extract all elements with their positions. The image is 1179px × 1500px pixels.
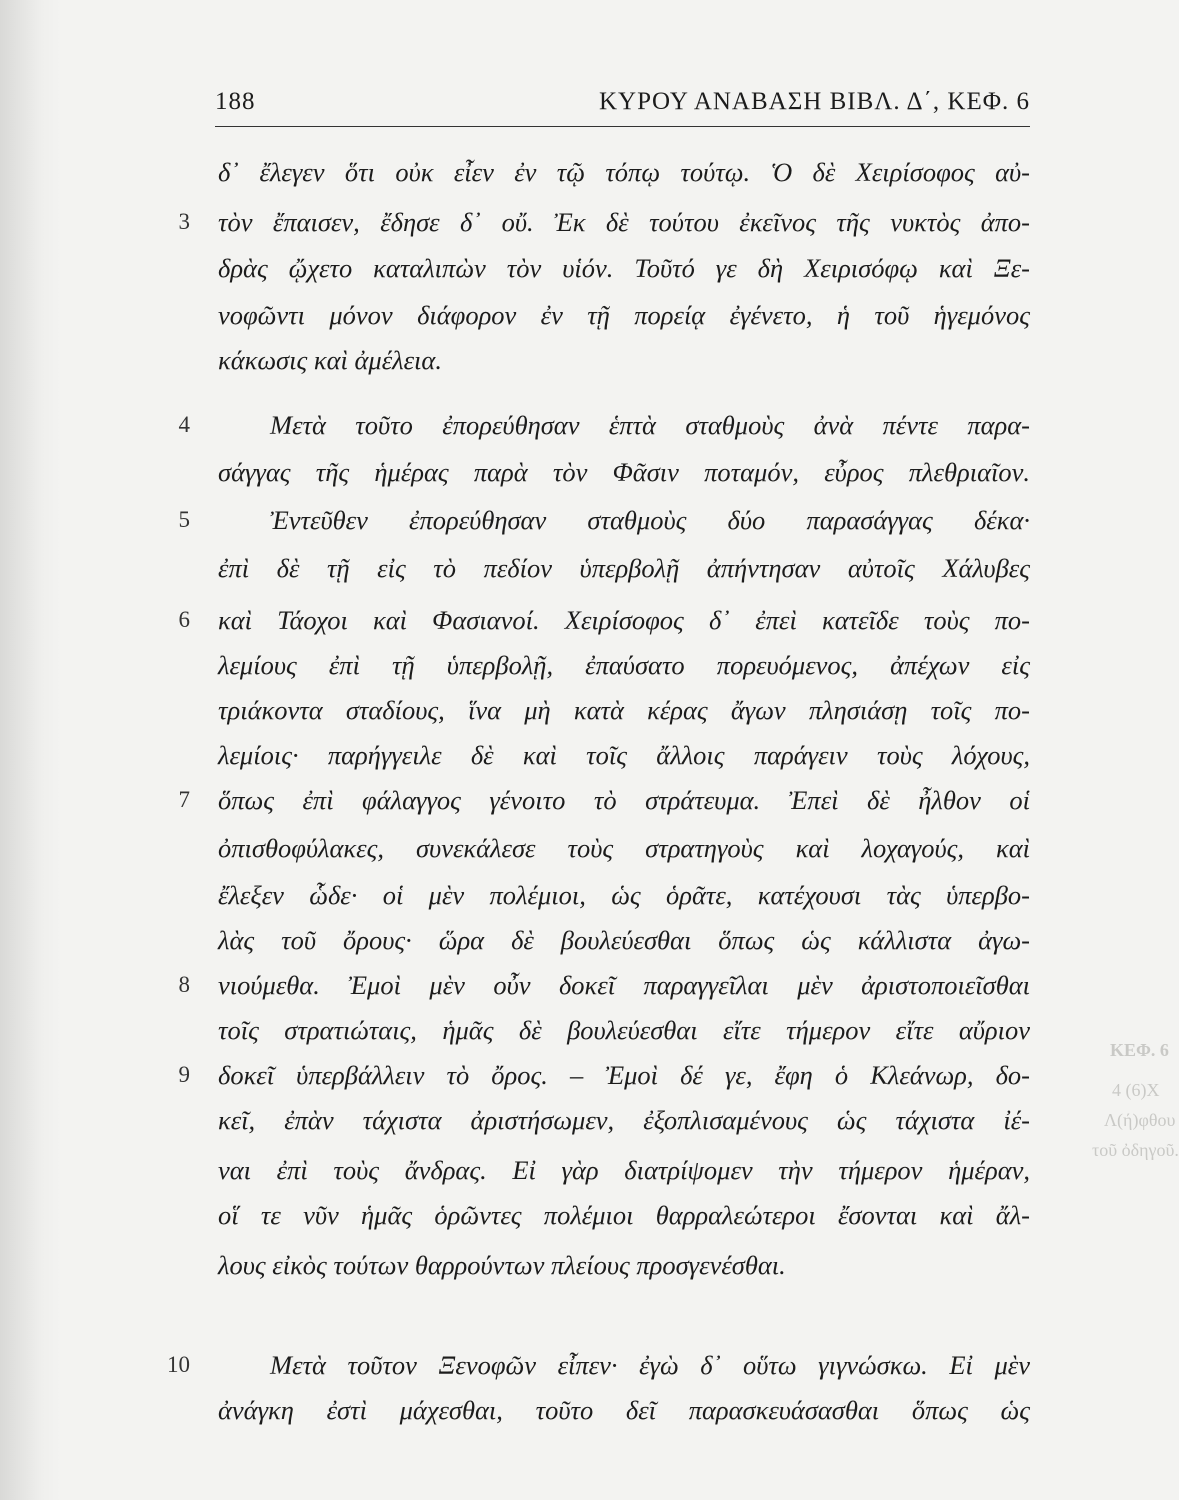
text-line: Μετὰ τοῦτον Ξενοφῶν εἶπεν· ἐγὼ δ᾿ οὕτω γιγνώσκω. Εἰ μὲν: [270, 1350, 1030, 1380]
show-through-text: τοῦ ὀδηγοῦ.: [1092, 1140, 1179, 1160]
text-line: λεμίοις· παρήγγειλε δὲ καὶ τοῖς ἄλλοις παράγειν τοὺς λόχους,: [218, 740, 1030, 770]
text-line: δ᾿ ἔλεγεν ὅτι οὐκ εἶεν ἐν τῷ τόπῳ τούτῳ. Ὁ δὲ Χειρίσοφος αὐ-: [218, 157, 1030, 187]
text-line: δρὰς ᾤχετο καταλιπὼν τὸν υἱόν. Τοῦτό γε δὴ Χειρισόφῳ καὶ Ξε-: [218, 253, 1030, 283]
section-number: 3: [178, 209, 190, 234]
show-through-text: 4 (6)Χ: [1112, 1080, 1160, 1100]
text-line: ὀπισθοφύλακες, συνεκάλεσε τοὺς στρατηγοὺς καὶ λοχαγούς, καὶ: [218, 833, 1030, 863]
page-number: 188: [215, 88, 256, 115]
text-line: τοῖς στρατιώταις, ἡμᾶς δὲ βουλεύεσθαι εἴτε τήμερον εἴτε αὔριον: [218, 1015, 1030, 1045]
section-number: 5: [178, 507, 190, 532]
text-line: ὅπως ἐπὶ φάλαγγος γένοιτο τὸ στράτευμα. Ἐπεὶ δὲ ἦλθον οἱ: [218, 785, 1030, 815]
text-line: οἵ τε νῦν ἡμᾶς ὁρῶντες πολέμιοι θαρραλεώτεροι ἔσονται καὶ ἄλ-: [218, 1200, 1030, 1230]
text-line: λὰς τοῦ ὄρους· ὥρα δὲ βουλεύεσθαι ὅπως ὡς κάλλιστα ἀγω-: [218, 925, 1030, 955]
text-line: κεῖ, ἐπὰν τάχιστα ἀριστήσωμεν, ἐξοπλισαμένους ὡς τάχιστα ἰέ-: [218, 1105, 1030, 1135]
text-line: νοφῶντι μόνον διάφορον ἐν τῇ πορείᾳ ἐγένετο, ἡ τοῦ ἡγεμόνος: [218, 300, 1030, 330]
section-number: 9: [178, 1062, 190, 1087]
text-line: νιούμεθα. Ἐμοὶ μὲν οὖν δοκεῖ παραγγεῖλαι μὲν ἀριστοποιεῖσθαι: [218, 970, 1030, 1000]
text-line: ἔλεξεν ὧδε· οἱ μὲν πολέμιοι, ὡς ὁρᾶτε, κατέχουσι τὰς ὑπερβο-: [218, 880, 1030, 910]
section-number: 7: [178, 787, 190, 812]
text-line: σάγγας τῆς ἡμέρας παρὰ τὸν Φᾶσιν ποταμόν, εὖρος πλεθριαῖον.: [218, 457, 1030, 487]
text-line: καὶ Τάοχοι καὶ Φασιανοί. Χειρίσοφος δ᾿ ἐπεὶ κατεῖδε τοὺς πο-: [218, 605, 1030, 635]
text-line: τριάκοντα σταδίους, ἵνα μὴ κατὰ κέρας ἄγων πλησιάσῃ τοῖς πο-: [218, 695, 1030, 725]
text-line: ἀνάγκη ἐστὶ μάχεσθαι, τοῦτο δεῖ παρασκευάσασθαι ὅπως ὡς: [218, 1395, 1030, 1425]
text-line: κάκωσις καὶ ἀμέλεια.: [218, 345, 442, 375]
text-line: ἐπὶ δὲ τῇ εἰς τὸ πεδίον ὑπερβολῇ ἀπήντησαν αὐτοῖς Χάλυβες: [218, 553, 1030, 583]
text-line: λους εἰκὸς τούτων θαρρούντων πλείους προσγενέσθαι.: [218, 1250, 786, 1280]
text-line: ναι ἐπὶ τοὺς ἄνδρας. Εἰ γὰρ διατρίψομεν τὴν τήμερον ἡμέραν,: [218, 1155, 1030, 1185]
text-line: Ἐντεῦθεν ἐπορεύθησαν σταθμοὺς δύο παρασάγγας δέκα·: [270, 505, 1030, 535]
text-line: λεμίους ἐπὶ τῇ ὑπερβολῇ, ἐπαύσατο πορευόμενος, ἀπέχων εἰς: [218, 650, 1030, 680]
text-line: τὸν ἔπαισεν, ἔδησε δ᾿ οὔ. Ἐκ δὲ τούτου ἐκεῖνος τῆς νυκτὸς ἀπο-: [218, 207, 1030, 237]
show-through-text: ΚΕΦ. 6: [1110, 1040, 1169, 1060]
text-line: Μετὰ τοῦτο ἐπορεύθησαν ἑπτὰ σταθμοὺς ἀνὰ πέντε παρα-: [270, 410, 1030, 440]
section-number: 4: [178, 412, 190, 437]
section-number: 10: [167, 1352, 190, 1377]
text-line: δοκεῖ ὑπερβάλλειν τὸ ὄρος. – Ἐμοὶ δέ γε, ἔφη ὁ Κλεάνωρ, δο-: [218, 1060, 1030, 1090]
running-title: ΚΥΡΟΥ ΑΝΑΒΑΣΗ ΒΙΒΛ. Δ΄, ΚΕΦ. 6: [599, 88, 1030, 115]
section-number: 8: [178, 972, 190, 997]
section-number: 6: [178, 607, 190, 632]
show-through-text: Λ(ή)φθου: [1104, 1110, 1176, 1130]
